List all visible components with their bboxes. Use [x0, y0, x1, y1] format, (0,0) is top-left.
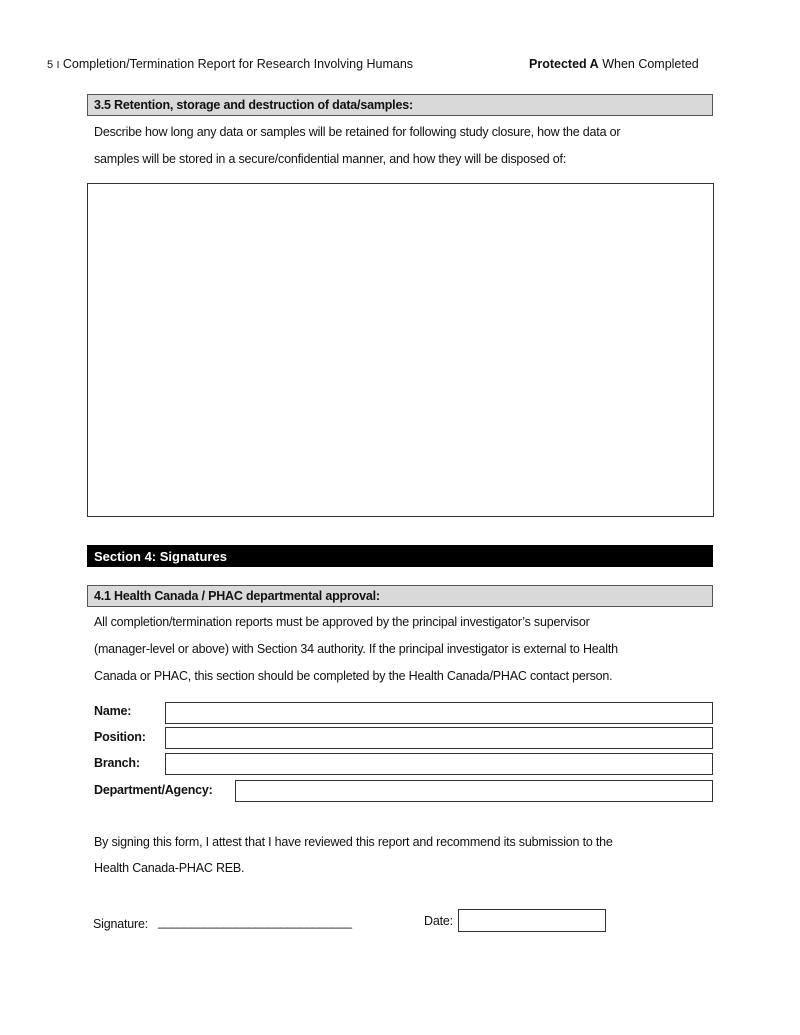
- protected-level: Protected A: [529, 57, 599, 71]
- signature-line[interactable]: ______________________________: [158, 915, 352, 929]
- name-field[interactable]: [165, 702, 713, 724]
- attestation-line: By signing this form, I attest that I have reviewed this report and recommend its submission to the: [94, 835, 613, 849]
- department-label: Department/Agency:: [94, 783, 213, 797]
- branch-field[interactable]: [165, 753, 713, 775]
- retention-response-field[interactable]: [87, 183, 714, 517]
- date-label: Date:: [424, 914, 453, 928]
- header-separator: I: [56, 60, 60, 71]
- document-title: Completion/Termination Report for Research Involving Humans: [62, 57, 414, 71]
- department-field[interactable]: [235, 780, 713, 802]
- section-4-heading: Section 4: Signatures: [87, 545, 713, 567]
- section-3-5-instruction-line: Describe how long any data or samples will be retained for following study closure, how the data or: [94, 125, 621, 139]
- signature-label: Signature:: [93, 917, 148, 931]
- branch-label: Branch:: [94, 756, 140, 770]
- attestation-line: Health Canada-PHAC REB.: [94, 861, 245, 875]
- date-field[interactable]: [458, 909, 606, 932]
- section-4-1-instruction-line: All completion/termination reports must be approved by the principal investigator’s supervisor: [94, 615, 590, 629]
- section-4-1-instruction-line: Canada or PHAC, this section should be completed by the Health Canada/PHAC contact person.: [94, 669, 613, 683]
- position-field[interactable]: [165, 727, 713, 749]
- section-4-1-instruction-line: (manager-level or above) with Section 34 authority. If the principal investigator is external to Health: [94, 642, 618, 656]
- section-4-1-heading: 4.1 Health Canada / PHAC departmental approval:: [87, 585, 713, 607]
- page-number: 5: [47, 59, 54, 71]
- protection-label: [529, 57, 699, 71]
- section-3-5-heading: 3.5 Retention, storage and destruction of data/samples:: [87, 94, 713, 116]
- protected-note: When Completed: [602, 57, 699, 71]
- section-3-5-instruction-line: samples will be stored in a secure/confidential manner, and how they will be disposed of:: [94, 152, 567, 166]
- name-label: Name:: [94, 704, 132, 718]
- position-label: Position:: [94, 730, 146, 744]
- page-header-left: [47, 57, 413, 71]
